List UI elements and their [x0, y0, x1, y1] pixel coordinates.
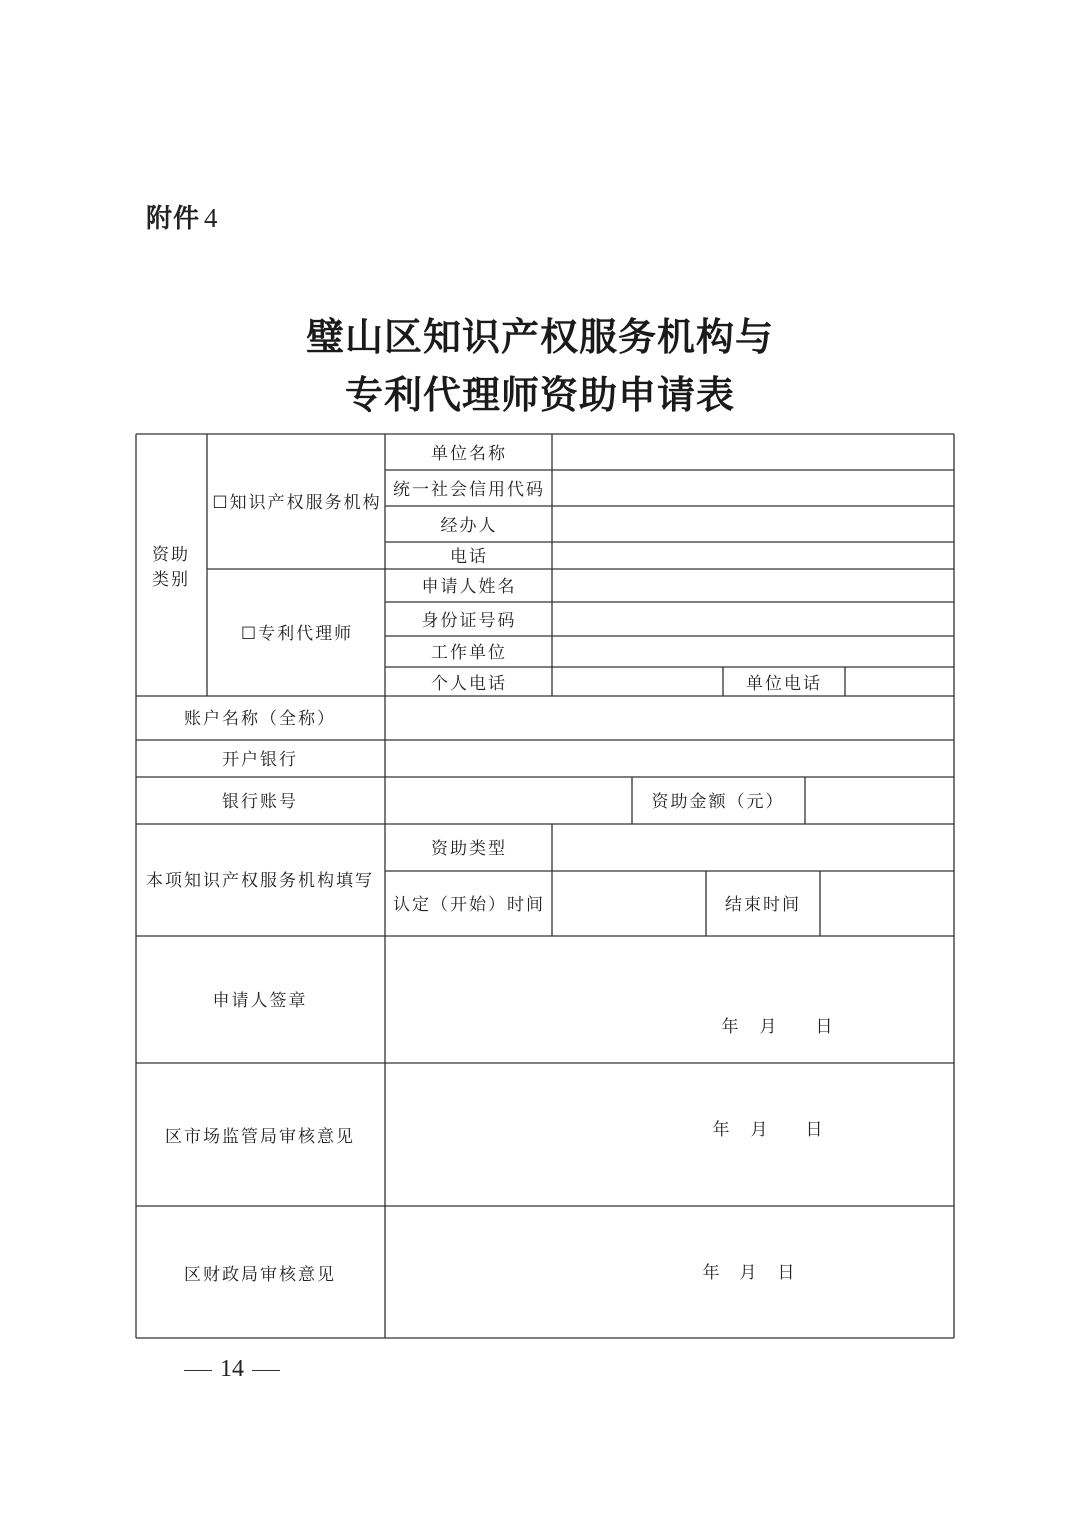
page-number-text: 14: [220, 1356, 244, 1382]
handler-label: 经办人: [440, 516, 498, 536]
finance-review-label: 区财政局审核意见: [184, 1265, 336, 1285]
market-date-month: 月: [750, 1120, 770, 1140]
unit-phone-label: 单位电话: [746, 674, 822, 694]
market-review-label: 区市场监管局审核意见: [165, 1127, 355, 1147]
credit-code-label: 统一社会信用代码: [393, 480, 545, 500]
market-date-year: 年: [712, 1120, 732, 1140]
finance-date-day: 日: [777, 1263, 797, 1283]
form-title-line-1: 璧山区知识产权服务机构与: [305, 315, 774, 359]
signature-date-year: 年: [721, 1017, 741, 1037]
applicant-name-label: 申请人姓名: [421, 577, 517, 597]
end-time-label: 结束时间: [725, 895, 801, 915]
bank-account-label: 银行账号: [222, 792, 298, 812]
id-number-label: 身份证号码: [421, 611, 517, 631]
signature-label: 申请人签章: [212, 991, 308, 1011]
category-label-1: 资助: [152, 545, 190, 565]
page-number-dash-right: [252, 1370, 280, 1371]
attachment-label-text: 附件: [146, 204, 201, 234]
work-unit-label: 工作单位: [431, 643, 507, 663]
finance-date-year: 年: [702, 1263, 722, 1283]
agent-option-checkbox-label[interactable]: ☐专利代理师: [240, 624, 354, 644]
start-time-label: 认定（开始）时间: [393, 895, 545, 915]
org-option-checkbox-label[interactable]: ☐知识产权服务机构: [212, 493, 382, 513]
signature-date-day: 日: [815, 1017, 835, 1037]
finance-date-month: 月: [739, 1263, 759, 1283]
org-name-label: 单位名称: [431, 444, 507, 464]
org-fill-note-label: 本项知识产权服务机构填写: [146, 871, 374, 891]
market-date-day: 日: [805, 1120, 825, 1140]
amount-label: 资助金额（元）: [651, 792, 785, 812]
bank-label: 开户银行: [222, 750, 298, 770]
form-title-line-2: 专利代理师资助申请表: [344, 373, 735, 417]
funding-type-label: 资助类型: [431, 839, 507, 859]
page-number: [176, 1356, 288, 1383]
signature-date-month: 月: [759, 1017, 779, 1037]
account-name-label: 账户名称（全称）: [184, 709, 336, 729]
personal-phone-label: 个人电话: [431, 674, 507, 694]
org-phone-label: 电话: [450, 547, 488, 567]
category-label-2: 类别: [152, 570, 190, 590]
attachment-number: 4: [204, 203, 219, 233]
page-number-dash-left: [184, 1370, 212, 1371]
